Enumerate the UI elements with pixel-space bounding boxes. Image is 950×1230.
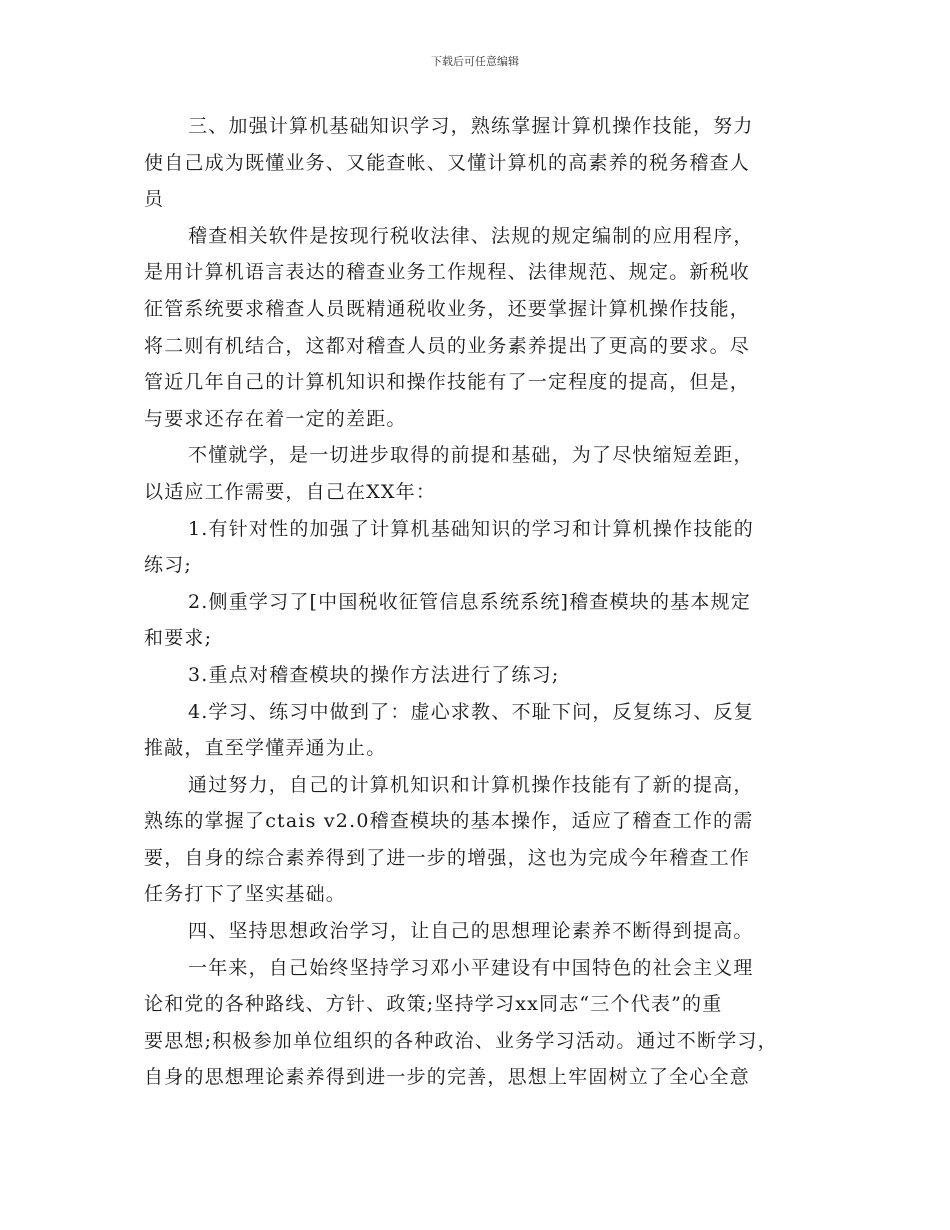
text-line: 一年来，自己始终坚持学习邓小平建设有中国特色的社会主义理 [188, 956, 754, 979]
text-line: 征管系统要求稽查人员既精通税收业务，还要掌握计算机操作技能， [144, 297, 751, 320]
text-line: 自身的思想理论素养得到进一步的完善，思想上牢固树立了全心全意 [144, 1066, 751, 1089]
text-line: 四、坚持思想政治学习，让自己的思想理论素养不断得到提高。 [188, 920, 754, 943]
text-line: 3.重点对稽查模块的操作方法进行了练习; [188, 663, 560, 686]
text-line: 要，自身的综合素养得到了进一步的增强，这也为完成今年稽查工作 [144, 846, 751, 869]
text-line: 三、加强计算机基础知识学习，熟练掌握计算机操作技能，努力 [188, 115, 754, 137]
text-line: 4.学习、练习中做到了：虚心求教、不耻下问，反复练习、反复 [188, 700, 754, 723]
text-line: 推敲，直至学懂弄通为止。 [144, 737, 387, 760]
text-line: 不懂就学，是一切进步取得的前提和基础，为了尽快缩短差距， [188, 444, 754, 467]
text-line: 练习; [144, 554, 193, 577]
text-line: 要思想;积极参加单位组织的各种政治、业务学习活动。通过不断学习， [144, 1029, 778, 1052]
text-line: 和要求; [144, 627, 213, 650]
text-line: 稽查相关软件是按现行税收法律、法规的规定编制的应用程序， [188, 224, 754, 247]
text-line: 是用计算机语言表达的稽查业务工作规程、法律规范、规定。新税收 [144, 261, 751, 284]
page-header: 下载后可任意编辑 [431, 55, 519, 68]
text-line: 与要求还存在着一定的差距。 [144, 407, 407, 430]
document-body [144, 108, 824, 1096]
text-line: 通过努力，自己的计算机知识和计算机操作技能有了新的提高， [188, 773, 754, 796]
text-line: 任务打下了坚实基础。 [144, 883, 347, 906]
text-line: 论和党的各种路线、方针、政策;坚持学习xx同志“三个代表”的重 [144, 993, 723, 1016]
text-line: 员 [144, 188, 165, 211]
text-line: 管近几年自己的计算机知识和操作技能有了一定程度的提高，但是， [144, 371, 751, 394]
text-line: 以适应工作需要，自己在XX年： [144, 480, 437, 503]
text-line: 熟练的掌握了ctais v2.0稽查模块的基本操作，适应了稽查工作的需 [144, 810, 754, 833]
text-line: 1.有针对性的加强了计算机基础知识的学习和计算机操作技能的 [188, 517, 754, 540]
text-line: 2.侧重学习了[中国税收征管信息系统系统]稽查模块的基本规定 [188, 590, 751, 613]
text-line: 将二则有机结合，这都对稽查人员的业务素养提出了更高的要求。尽 [144, 334, 751, 357]
text-line: 使自己成为既懂业务、又能查帐、又懂计算机的高素养的税务稽查人 [144, 151, 751, 174]
